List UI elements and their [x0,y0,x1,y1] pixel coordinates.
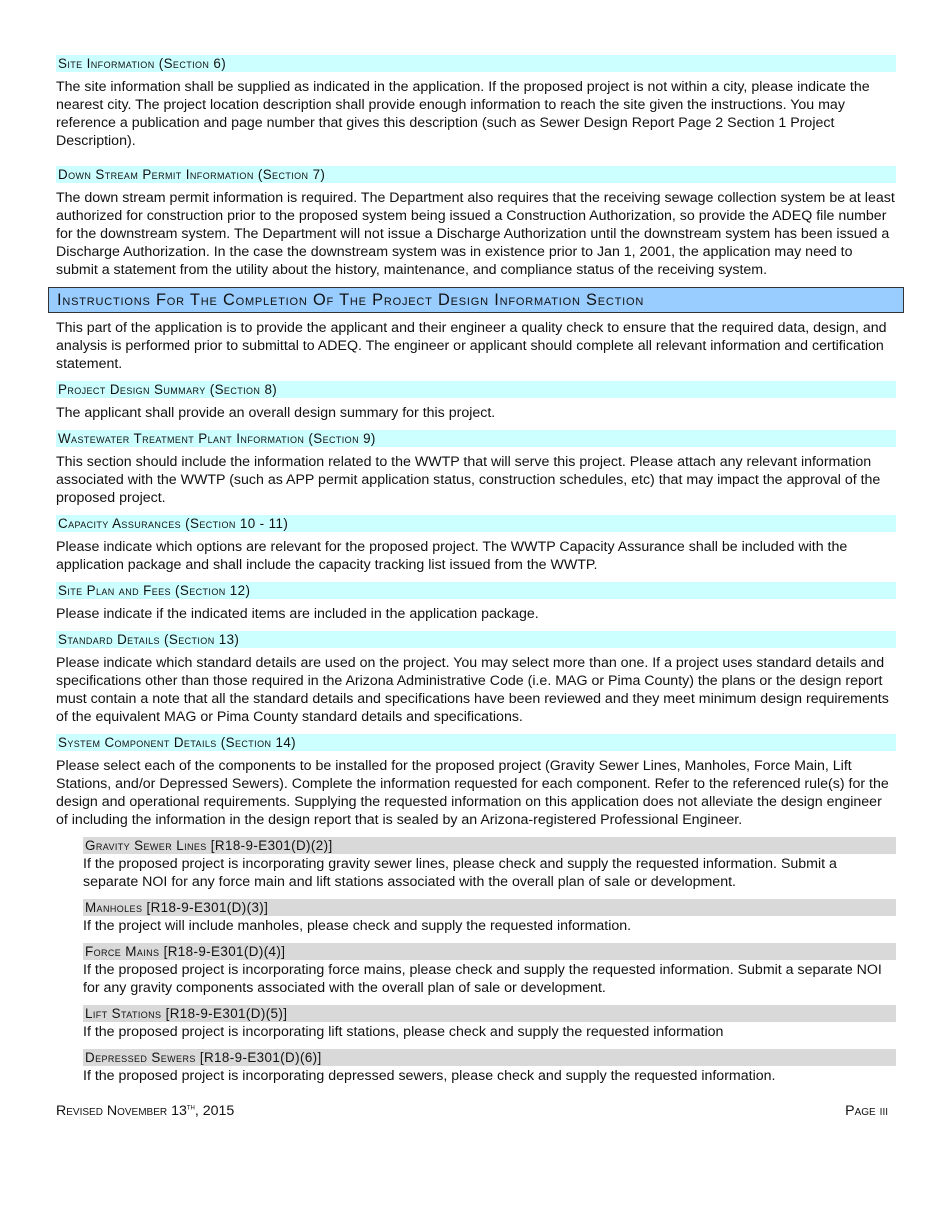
instructions-section-banner: Instructions For The Completion Of The Project Design Information Section [48,287,904,313]
system-component-details-text: Please select each of the components to be installed for the proposed project (Gravity Sewer Lines, Manholes, Force Main, Lift Stations, and/or Depressed Sewers). Complete the information requested for each component. Refer to the referenced rule(s) for the design and operational requirements. Supplying the requested information on this application does not alleviate the design engineer of including the information in the design report that is sealed by an Arizona-registered Professional Engineer. [56,758,889,828]
subsection-header: Manholes [R18-9-E301(D)(3)] [83,899,896,916]
site-information-text: The site information shall be supplied as indicated in the application. If the proposed project is not within a city, please indicate the nearest city. The project location description shall provide enough information to reach the site given the instructions. You may reference a publication and page number that gives this description (such as Sewer Design Report Page 2 Section 1 Project Description). [56,79,870,149]
section-header-system-component-details: System Component Details (Section 14) [56,734,896,751]
subsection-text: If the proposed project is incorporating gravity sewer lines, please check and supply the requested information. Submit a separate NOI for any force main and lift stations associated with the overall plan of sale or development. [83,856,837,890]
section-header-project-design-summary: Project Design Summary (Section 8) [56,381,896,398]
subsection-text: If the proposed project is incorporating force mains, please check and supply the requested information. Submit a separate NOI for any gravity components associated with the overall plan of sale or development. [83,962,882,996]
document-page [56,55,896,1085]
subsection-depressed-sewers [83,1049,896,1085]
subsection-gravity-sewer-lines [83,837,896,891]
section-header-down-stream-permit: Down Stream Permit Information (Section 7) [56,166,896,183]
capacity-assurances-text: Please indicate which options are relevant for the proposed project. The WWTP Capacity Assurance shall be included with the application package and shall include the capacity tracking list issued from the WWTP. [56,539,848,573]
subsection-header: Force Mains [R18-9-E301(D)(4)] [83,943,896,960]
subsection-text: If the proposed project is incorporating lift stations, please check and supply the requested information [83,1024,724,1040]
subsection-header: Depressed Sewers [R18-9-E301(D)(6)] [83,1049,896,1066]
wwtp-information-text: This section should include the information related to the WWTP that will serve this project. Please attach any relevant information associated with the WWTP (such as APP permit application status, construction schedules, etc) that may impact the approval of the proposed project. [56,454,881,506]
standard-details-text: Please indicate which standard details are used on the project. You may select more than one. If a project uses standard details and specifications other than those required in the Arizona Administrative Code (i.e. MAG or Pima County) the plans or the design report must contain a note that all the standard details and specifications have been reviewed and they meet minimum design requirements of the equivalent MAG or Pima County standard details and specifications. [56,655,889,725]
project-design-summary-text: The applicant shall provide an overall design summary for this project. [56,405,496,421]
down-stream-permit-text: The down stream permit information is required. The Department also requires that the receiving sewage collection system be at least authorized for construction prior to the proposed system being issued a Construction Authorization, so provide the ADEQ file number for the downstream system. The Department will not issue a Discharge Authorization until the downstream system has been issued a Discharge Authorization. In the case the downstream system was in existence prior to Jan 1, 2001, the application may need to submit a statement from the utility about the history, maintenance, and compliance status of the receiving system. [56,190,895,278]
section-header-capacity-assurances: Capacity Assurances (Section 10 - 11) [56,515,896,532]
page-footer [56,1102,888,1120]
section-header-wwtp-information: Wastewater Treatment Plant Information (Section 9) [56,430,896,447]
instructions-text: This part of the application is to provide the applicant and their engineer a quality check to ensure that the required data, design, and analysis is performed prior to submittal to ADEQ. The engineer or applicant should complete all relevant information and certification statement. [56,320,887,372]
section-header-site-information: Site Information (Section 6) [56,55,896,72]
subsection-manholes [83,899,896,935]
subsection-text: If the proposed project is incorporating depressed sewers, please check and supply the requested information. [83,1068,776,1084]
subsection-force-mains [83,943,896,997]
section-header-standard-details: Standard Details (Section 13) [56,631,896,648]
revision-date: Revised November 13th, 2015 [56,1101,235,1119]
subsection-lift-stations [83,1005,896,1041]
subsection-header: Lift Stations [R18-9-E301(D)(5)] [83,1005,896,1022]
subsection-header: Gravity Sewer Lines [R18-9-E301(D)(2)] [83,837,896,854]
section-header-site-plan-fees: Site Plan and Fees (Section 12) [56,582,896,599]
page-number: Page iii [845,1103,888,1119]
site-plan-fees-text: Please indicate if the indicated items are included in the application package. [56,606,539,622]
subsection-text: If the project will include manholes, please check and supply the requested information. [83,918,632,934]
